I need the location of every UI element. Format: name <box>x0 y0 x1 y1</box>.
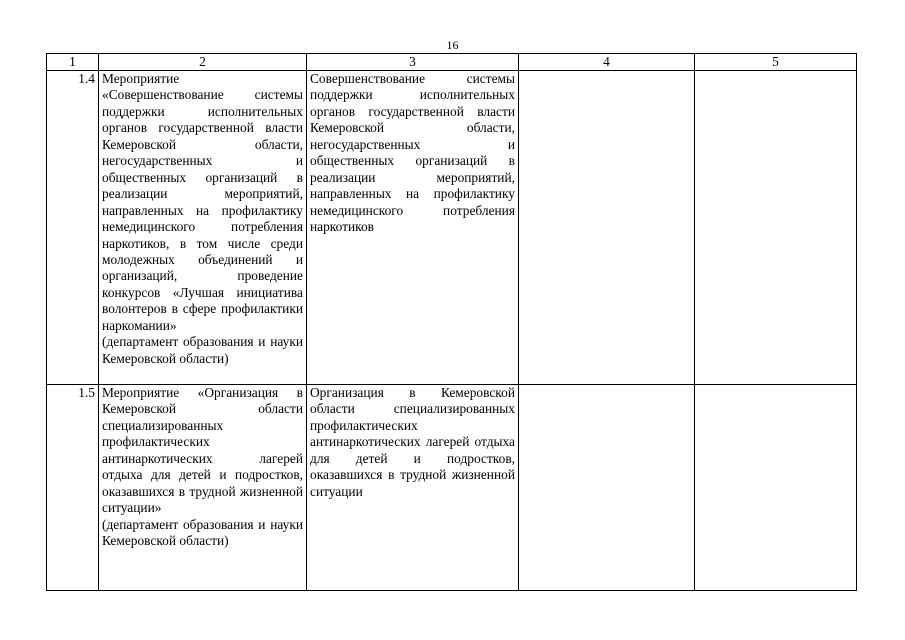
header-col-1: 1 <box>47 54 99 71</box>
col4-cell <box>519 71 695 385</box>
header-col-4: 4 <box>519 54 695 71</box>
header-col-2: 2 <box>99 54 307 71</box>
table-header-row <box>47 54 857 71</box>
event-cell <box>99 71 307 385</box>
table-row <box>47 385 857 591</box>
event-cell <box>99 385 307 591</box>
row-number: 1.4 <box>47 71 99 385</box>
header-col-5: 5 <box>695 54 857 71</box>
table-body <box>47 71 857 591</box>
col4-cell <box>519 385 695 591</box>
col5-cell <box>695 385 857 591</box>
event-title: Мероприятие «Организация в Кемеровской области специализированных профилактических антинаркотических лагерей отдыха для детей и подростков, оказавшихся в трудной жизненной ситуации» <box>102 385 303 516</box>
header-col-3: 3 <box>307 54 519 71</box>
event-description: Организация в Кемеровской области специализированных профилактических антинаркотических лагерей отдыха для детей и подростков, оказавшихся в трудной жизненной ситуации <box>310 385 515 499</box>
table-header <box>47 54 857 71</box>
event-responsible: (департамент образования и науки Кемеровской области) <box>102 516 303 549</box>
description-cell <box>307 71 519 385</box>
table-row <box>47 71 857 385</box>
program-table <box>46 53 857 591</box>
event-title: Мероприятие «Совершенствование системы поддержки исполнительных органов государственной власти Кемеровской области, негосударственных и общественных организаций в реализации мероприятий, направленных на профилактику немедицинского потребления наркотиков, в том числе среди молодежных объединений и организаций, проведение конкурсов «Лучшая инициатива волонтеров в сфере профилактики наркомании» <box>102 71 303 333</box>
row-number: 1.5 <box>47 385 99 591</box>
description-cell <box>307 385 519 591</box>
event-responsible: (департамент образования и науки Кемеровской области) <box>102 334 303 366</box>
col5-cell <box>695 71 857 385</box>
page-number: 16 <box>446 38 459 52</box>
event-description: Совершенствование системы поддержки исполнительных органов государственной власти Кемеровской области, негосударственных и общественных организаций в реализации мероприятий, направленных на профилактику немедицинского потребления наркотиков <box>310 71 515 235</box>
